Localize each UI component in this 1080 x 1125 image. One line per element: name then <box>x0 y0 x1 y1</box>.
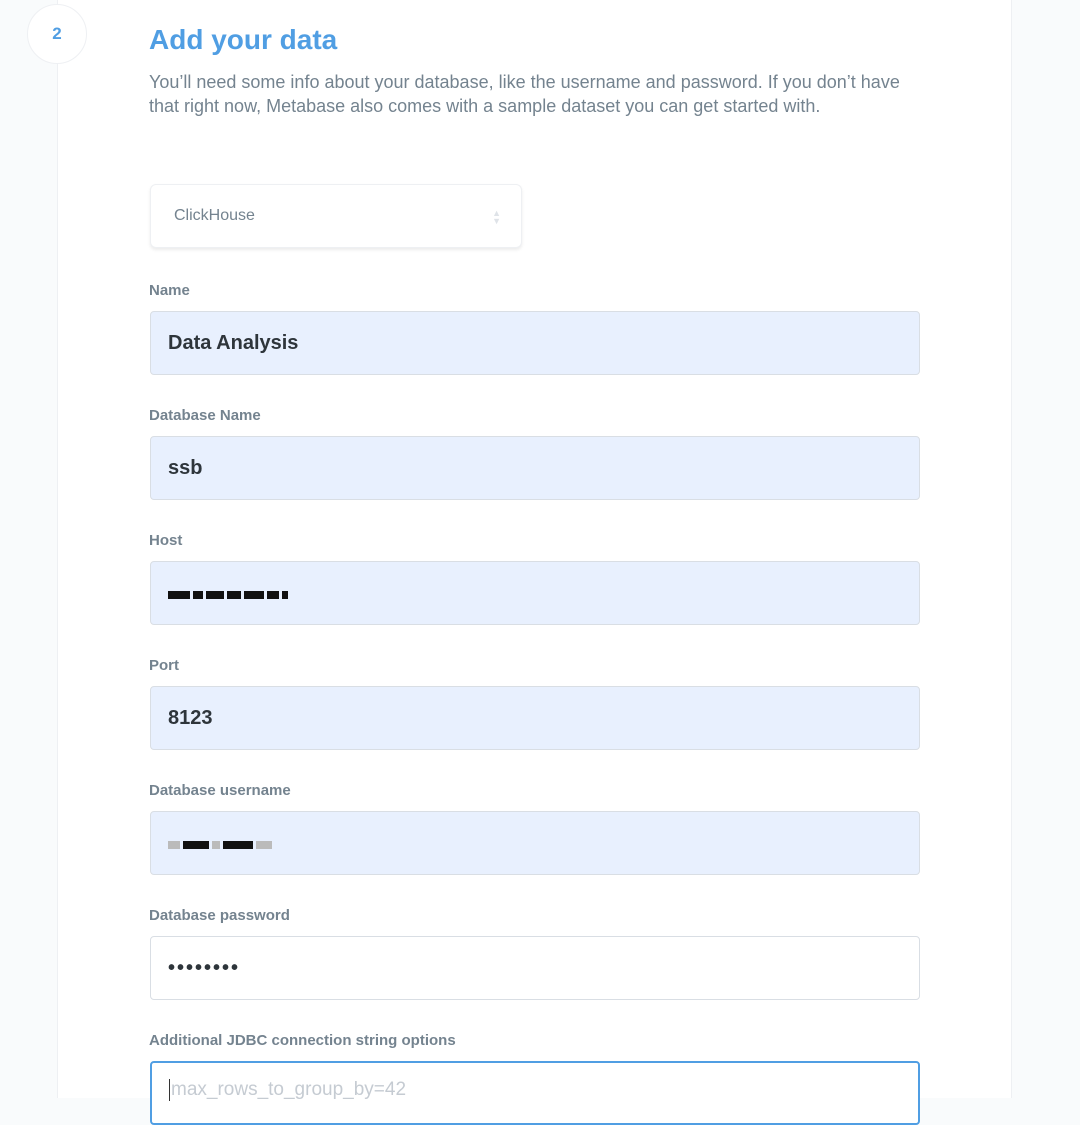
setup-card <box>57 0 1012 1098</box>
engine-select-value: ClickHouse <box>174 207 255 224</box>
name-label: Name <box>149 282 190 299</box>
host-input[interactable] <box>150 561 920 625</box>
database-name-input[interactable]: ssb <box>150 436 920 500</box>
jdbc-options-label: Additional JDBC connection string options <box>149 1032 456 1049</box>
redacted-username-value <box>168 832 275 855</box>
database-engine-select[interactable] <box>150 184 522 248</box>
jdbc-options-input[interactable] <box>150 1061 920 1125</box>
host-label: Host <box>149 532 183 549</box>
chevron-updown-icon: ▲ ▼ <box>492 208 501 226</box>
name-input[interactable]: Data Analysis <box>150 311 920 375</box>
username-input[interactable] <box>150 811 920 875</box>
step-description: You’ll need some info about your database, like the username and password. If you don’t have that right now, Metabase also comes with a sample dataset you can get started with. <box>149 72 900 116</box>
step-title: Add your data <box>149 24 338 55</box>
redacted-host-value <box>168 582 291 605</box>
password-input[interactable]: •••••••• <box>150 936 920 1000</box>
port-input[interactable]: 8123 <box>150 686 920 750</box>
port-label: Port <box>149 657 179 674</box>
password-label: Database password <box>149 907 290 924</box>
jdbc-options-placeholder: max_rows_to_group_by=42 <box>171 1079 407 1100</box>
username-label: Database username <box>149 782 291 799</box>
step-number-badge: 2 <box>27 4 87 64</box>
database-name-label: Database Name <box>149 407 261 424</box>
